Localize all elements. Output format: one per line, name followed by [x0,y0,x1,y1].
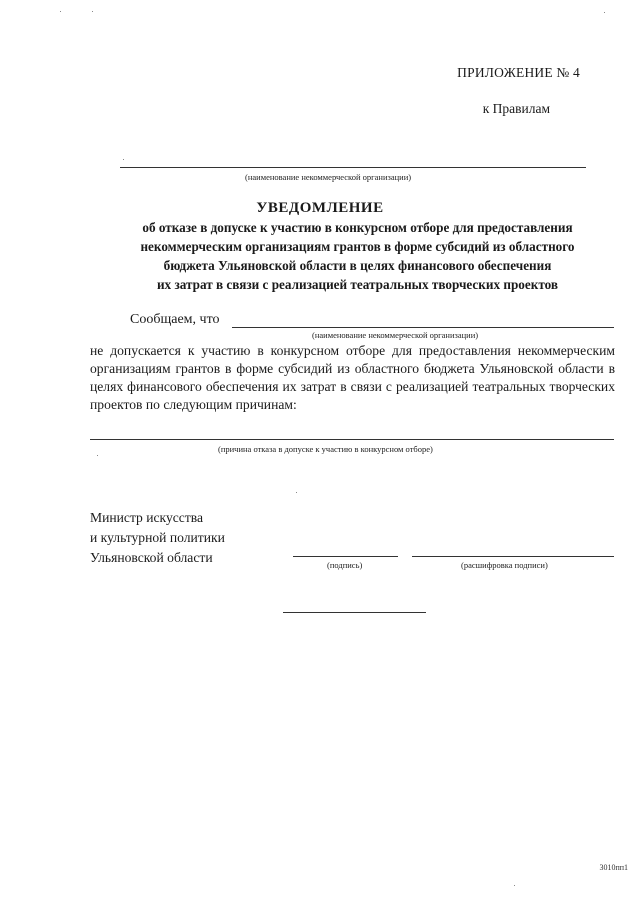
signature-line [293,556,398,557]
report-label: Сообщаем, что [130,312,220,327]
to-rules-label: к Правилам [482,101,550,116]
scan-speck [97,455,98,456]
reason-caption: (причина отказа в допуске к участию в конкурсном отборе) [218,444,433,454]
scan-speck [123,159,124,160]
scan-speck [92,11,93,12]
position-line: Ульяновской области [90,550,213,565]
subtitle-line: бюджета Ульяновской области в целях финансового обеспечения [163,258,552,273]
subtitle-line: некоммерческим организациям грантов в форме субсидий из областного [140,239,575,254]
appendix-number: ПРИЛОЖЕНИЕ № 4 [457,65,580,80]
scan-speck [296,492,297,493]
document-subtitle [95,218,620,294]
reason-line [90,439,614,440]
subtitle-line: их затрат в связи с реализацией театральных творческих проектов [156,277,559,292]
position-line: и культурной политики [90,530,225,545]
signature-decode-caption: (расшифровка подписи) [461,560,548,570]
closing-separator [283,612,426,613]
position-line: Министр искусства [90,510,204,525]
scan-speck [60,11,61,12]
org-name-caption: (наименование некоммерческой организации) [245,172,412,182]
subtitle-line: об отказе в допуске к участию в конкурсном отборе для предоставления [142,220,573,235]
scan-speck [514,885,515,886]
document-code: 3010пп1 [599,863,628,872]
signature-caption: (подпись) [327,560,363,570]
signature-decode-line [412,556,614,557]
report-org-line [232,327,614,328]
document-title: УВЕДОМЛЕНИЕ [256,200,384,216]
report-org-caption: (наименование некоммерческой организации) [312,330,479,340]
body-paragraph: не допускается к участию в конкурсном отборе для предоставления некоммерческим организациям грантов в форме субсидий из областного бюджета Ульяновской области в целях финансового обеспечения их затрат в связи с реализацией театральных творческих проектов по следующим причинам: [90,343,615,412]
signatory-position [90,508,225,568]
org-name-line [120,167,586,168]
scan-speck [604,12,605,13]
